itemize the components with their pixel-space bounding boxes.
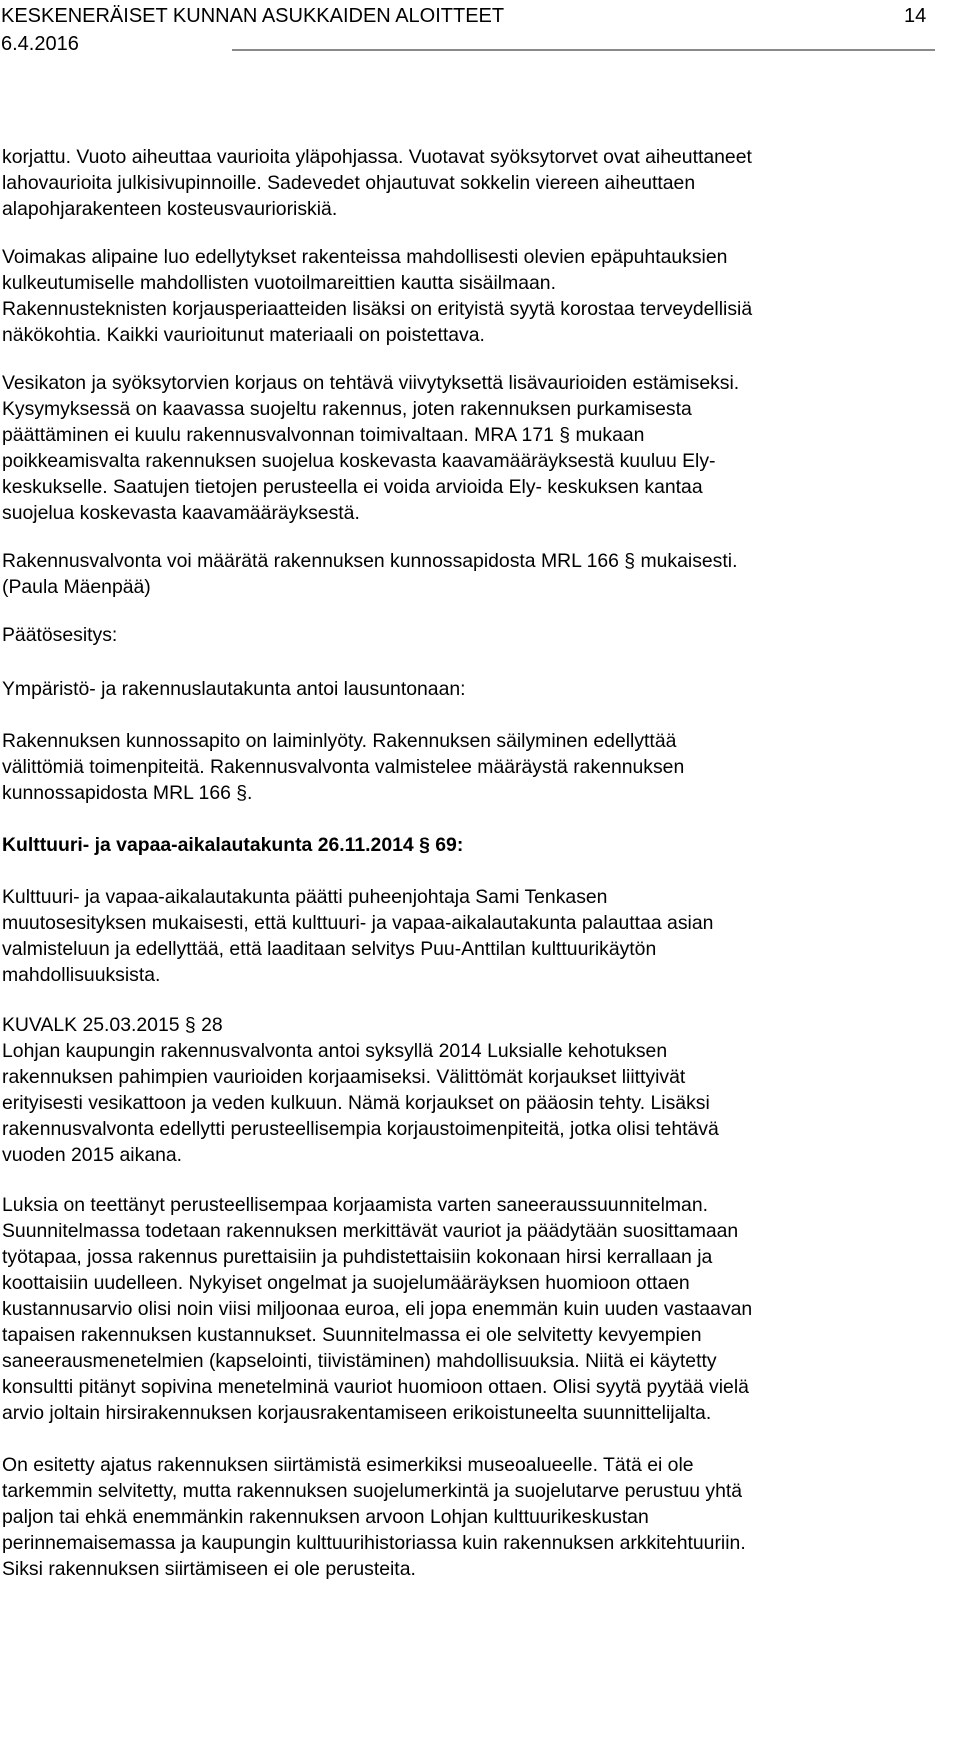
text-line: konsultti pitänyt sopivina menetelminä vauriot huomioon ottaen. Olisi syytä pyytää vielä <box>2 1376 749 1398</box>
section-label: KUVALK 25.03.2015 § 28 <box>2 1014 223 1036</box>
text-line: perinnemaisemassa ja kaupungin kulttuurihistoriassa kuin rakennuksen arkkitehtuuriin. <box>2 1532 746 1554</box>
text-line: lahovaurioita julkisivupinnoille. Sadevedet ohjautuvat sokkelin viereen aiheuttaen <box>2 172 696 194</box>
section-heading: Kulttuuri- ja vapaa-aikalautakunta 26.11.2014 § 69: <box>2 834 464 856</box>
text-line: välittömiä toimenpiteitä. Rakennusvalvonta valmistelee määräystä rakennuksen <box>2 756 685 778</box>
text-line: paljon tai ehkä enemmänkin rakennuksen arvoon Lohjan kulttuurikeskustan <box>2 1506 649 1528</box>
text-line: (Paula Mäenpää) <box>2 576 151 598</box>
section-label: Päätösesitys: <box>2 624 118 646</box>
page-header <box>0 0 960 60</box>
page-number: 14 <box>904 5 927 27</box>
text-line: Voimakas alipaine luo edellytykset rakenteissa mahdollisesti olevien epäpuhtauksien <box>2 246 728 268</box>
text-line: tapaisen rakennuksen kustannukset. Suunnitelmassa ei ole selvitetty kevyempien <box>2 1324 702 1346</box>
text-line: Kulttuuri- ja vapaa-aikalautakunta päätti puheenjohtaja Sami Tenkasen <box>2 886 608 908</box>
header-date: 6.4.2016 <box>1 33 79 55</box>
text-line: Kysymyksessä on kaavassa suojeltu rakennus, joten rakennuksen purkamisesta <box>2 398 692 420</box>
text-line: Rakennusteknisten korjausperiaatteiden lisäksi on erityistä syytä korostaa terveydellisiä <box>2 298 753 320</box>
text-line: Suunnitelmassa todetaan rakennuksen merkittävät vauriot ja päädytään suosittamaan <box>2 1220 739 1242</box>
text-line: Ympäristö- ja rakennuslautakunta antoi lausuntonaan: <box>2 678 466 700</box>
text-line: alapohjarakenteen kosteusvaurioriskiä. <box>2 198 338 220</box>
text-line: poikkeamisvalta rakennuksen suojelua koskevasta kaavamääräyksestä kuuluu Ely- <box>2 450 716 472</box>
text-line: kunnossapidosta MRL 166 §. <box>2 782 253 804</box>
text-line: arvio joltain hirsirakennuksen korjausrakentamiseen erikoistuneelta suunnittelijalta. <box>2 1402 712 1424</box>
text-line: Rakennuksen kunnossapito on laiminlyöty. Rakennuksen säilyminen edellyttää <box>2 730 677 752</box>
header-rule <box>232 49 935 51</box>
text-line: työtapaa, jossa rakennus purettaisiin ja puhdistettaisiin kokonaan hirsi kerrallaan ja <box>2 1246 713 1268</box>
text-line: Siksi rakennuksen siirtämiseen ei ole perusteita. <box>2 1558 416 1580</box>
text-line: Vesikaton ja syöksytorvien korjaus on tehtävä viivytyksettä lisävaurioiden estämiseksi. <box>2 372 740 394</box>
text-line: keskukselle. Saatujen tietojen perusteella ei voida arvioida Ely- keskuksen kantaa <box>2 476 703 498</box>
text-line: kulkeutumiselle mahdollisten vuotoilmareittien kautta sisäilmaan. <box>2 272 556 294</box>
text-line: Rakennusvalvonta voi määrätä rakennuksen kunnossapidosta MRL 166 § mukaisesti. <box>2 550 738 572</box>
text-line: muutosesityksen mukaisesti, että kulttuuri- ja vapaa-aikalautakunta palauttaa asian <box>2 912 714 934</box>
text-line: tarkemmin selvitetty, mutta rakennuksen suojelumerkintä ja suojelutarve perustuu yhtä <box>2 1480 743 1502</box>
text-line: mahdollisuuksista. <box>2 964 161 986</box>
text-line: päättäminen ei kuulu rakennusvalvonnan toimivaltaan. MRA 171 § mukaan <box>2 424 645 446</box>
text-line: rakennusvalvonta edellytti perusteellisempia korjaustoimenpiteitä, jotka olisi tehtävä <box>2 1118 719 1140</box>
text-line: On esitetty ajatus rakennuksen siirtämistä esimerkiksi museoalueelle. Tätä ei ole <box>2 1454 694 1476</box>
text-line: erityisesti vesikattoon ja veden kulkuun. Nämä korjaukset on pääosin tehty. Lisäksi <box>2 1092 710 1114</box>
text-line: korjattu. Vuoto aiheuttaa vaurioita yläpohjassa. Vuotavat syöksytorvet ovat aiheuttaneet <box>2 146 752 168</box>
text-line: Luksia on teettänyt perusteellisempaa korjaamista varten saneeraussuunnitelman. <box>2 1194 709 1216</box>
text-line: vuoden 2015 aikana. <box>2 1144 183 1166</box>
header-title: KESKENERÄISET KUNNAN ASUKKAIDEN ALOITTEET <box>1 5 505 27</box>
text-line: kustannusarvio olisi noin viisi miljoonaa euroa, eli jopa enemmän kuin uuden vastaavan <box>2 1298 753 1320</box>
text-line: rakennuksen pahimpien vaurioiden korjaamiseksi. Välittömät korjaukset liittyivät <box>2 1066 686 1088</box>
text-line: näkökohtia. Kaikki vaurioitunut materiaali on poistettava. <box>2 324 485 346</box>
text-line: suojelua koskevasta kaavamääräyksestä. <box>2 502 360 524</box>
text-line: Lohjan kaupungin rakennusvalvonta antoi syksyllä 2014 Luksialle kehotuksen <box>2 1040 668 1062</box>
text-line: koottaisiin uudelleen. Nykyiset ongelmat ja suojelumääräyksen huomioon ottaen <box>2 1272 690 1294</box>
text-line: valmisteluun ja edellyttää, että laaditaan selvitys Puu-Anttilan kulttuurikäytön <box>2 938 657 960</box>
text-line: saneerausmenetelmien (kapselointi, tiivistäminen) mahdollisuuksia. Niitä ei käytetty <box>2 1350 717 1372</box>
